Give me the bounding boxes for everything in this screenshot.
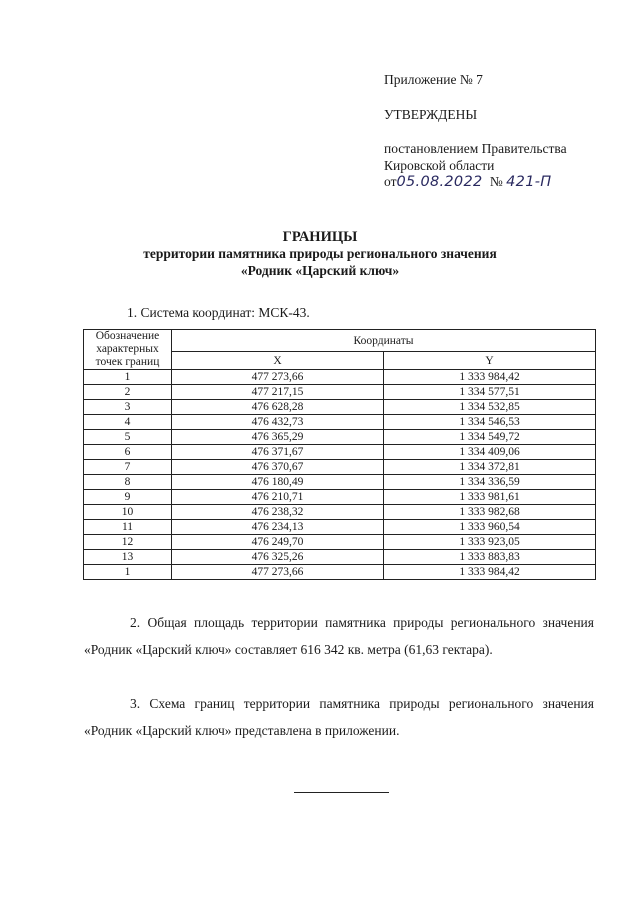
point-cell: 7: [84, 460, 172, 475]
header-y: Y: [384, 352, 596, 370]
x-cell: 476 180,49: [172, 475, 384, 490]
scheme-paragraph: 3. Схема границ территории памятника природы регионального значения «Родник «Царский ключ» представлена в приложении.: [84, 696, 594, 738]
decree-date-line: [384, 173, 551, 191]
x-cell: 476 210,71: [172, 490, 384, 505]
point-cell: 10: [84, 505, 172, 520]
y-cell: 1 334 532,85: [384, 400, 596, 415]
coordinate-system-line: 1. Система координат: МСК-43.: [127, 305, 310, 320]
point-cell: 5: [84, 430, 172, 445]
document-heading: ГРАНИЦЫ: [282, 229, 358, 245]
decree-line-2: Кировской области: [384, 158, 495, 173]
point-cell: 1: [84, 370, 172, 385]
table-row: [84, 460, 596, 475]
header-point-designation: Обозначение характерных точек границ: [84, 330, 172, 370]
point-cell: 2: [84, 385, 172, 400]
x-cell: 476 432,73: [172, 415, 384, 430]
number-sign: №: [489, 174, 503, 189]
y-cell: 1 333 960,54: [384, 520, 596, 535]
document-subtitle-1: территории памятника природы регионального значения: [143, 246, 497, 261]
x-cell: 476 628,28: [172, 400, 384, 415]
y-cell: 1 333 984,42: [384, 370, 596, 385]
point-cell: 4: [84, 415, 172, 430]
y-cell: 1 334 372,81: [384, 460, 596, 475]
x-cell: 476 238,32: [172, 505, 384, 520]
x-cell: 476 325,26: [172, 550, 384, 565]
date-prefix: от: [384, 174, 397, 189]
x-cell: 476 234,13: [172, 520, 384, 535]
table-row: [84, 400, 596, 415]
document-subtitle-2: «Родник «Царский ключ»: [240, 263, 400, 278]
table-row: [84, 535, 596, 550]
x-cell: 477 273,66: [172, 565, 384, 580]
y-cell: 1 334 546,53: [384, 415, 596, 430]
y-cell: 1 333 923,05: [384, 535, 596, 550]
x-cell: 476 365,29: [172, 430, 384, 445]
point-cell: 3: [84, 400, 172, 415]
x-cell: 477 273,66: [172, 370, 384, 385]
area-paragraph: 2. Общая площадь территории памятника природы регионального значения «Родник «Царский ключ» составляет 616 342 кв. метра (61,63 гектара).: [84, 615, 594, 657]
table-row: [84, 490, 596, 505]
point-cell: 9: [84, 490, 172, 505]
x-cell: 476 371,67: [172, 445, 384, 460]
closing-rule: [294, 792, 389, 793]
table-row: [84, 550, 596, 565]
handwritten-date: 05.08.2022: [396, 174, 483, 190]
handwritten-number: 421-П: [506, 174, 552, 190]
decree-line-1: постановлением Правительства: [384, 141, 567, 156]
y-cell: 1 333 984,42: [384, 565, 596, 580]
x-cell: 477 217,15: [172, 385, 384, 400]
point-cell: 1: [84, 565, 172, 580]
table-row: [84, 385, 596, 400]
y-cell: 1 333 883,83: [384, 550, 596, 565]
table-row: [84, 370, 596, 385]
table-row: [84, 445, 596, 460]
y-cell: 1 333 981,61: [384, 490, 596, 505]
approved-label: УТВЕРЖДЕНЫ: [384, 107, 478, 122]
header-coordinates: Координаты: [172, 330, 596, 352]
table-row: [84, 415, 596, 430]
table-row: [84, 475, 596, 490]
x-cell: 476 370,67: [172, 460, 384, 475]
coordinates-table: [83, 329, 596, 580]
table-row: [84, 505, 596, 520]
point-cell: 6: [84, 445, 172, 460]
y-cell: 1 334 409,06: [384, 445, 596, 460]
y-cell: 1 333 982,68: [384, 505, 596, 520]
table-row: [84, 430, 596, 445]
y-cell: 1 334 549,72: [384, 430, 596, 445]
table-row: [84, 565, 596, 580]
y-cell: 1 334 577,51: [384, 385, 596, 400]
table-row: [84, 520, 596, 535]
x-cell: 476 249,70: [172, 535, 384, 550]
header-x: X: [172, 352, 384, 370]
y-cell: 1 334 336,59: [384, 475, 596, 490]
appendix-label: Приложение № 7: [384, 72, 483, 87]
point-cell: 12: [84, 535, 172, 550]
point-cell: 13: [84, 550, 172, 565]
point-cell: 11: [84, 520, 172, 535]
point-cell: 8: [84, 475, 172, 490]
